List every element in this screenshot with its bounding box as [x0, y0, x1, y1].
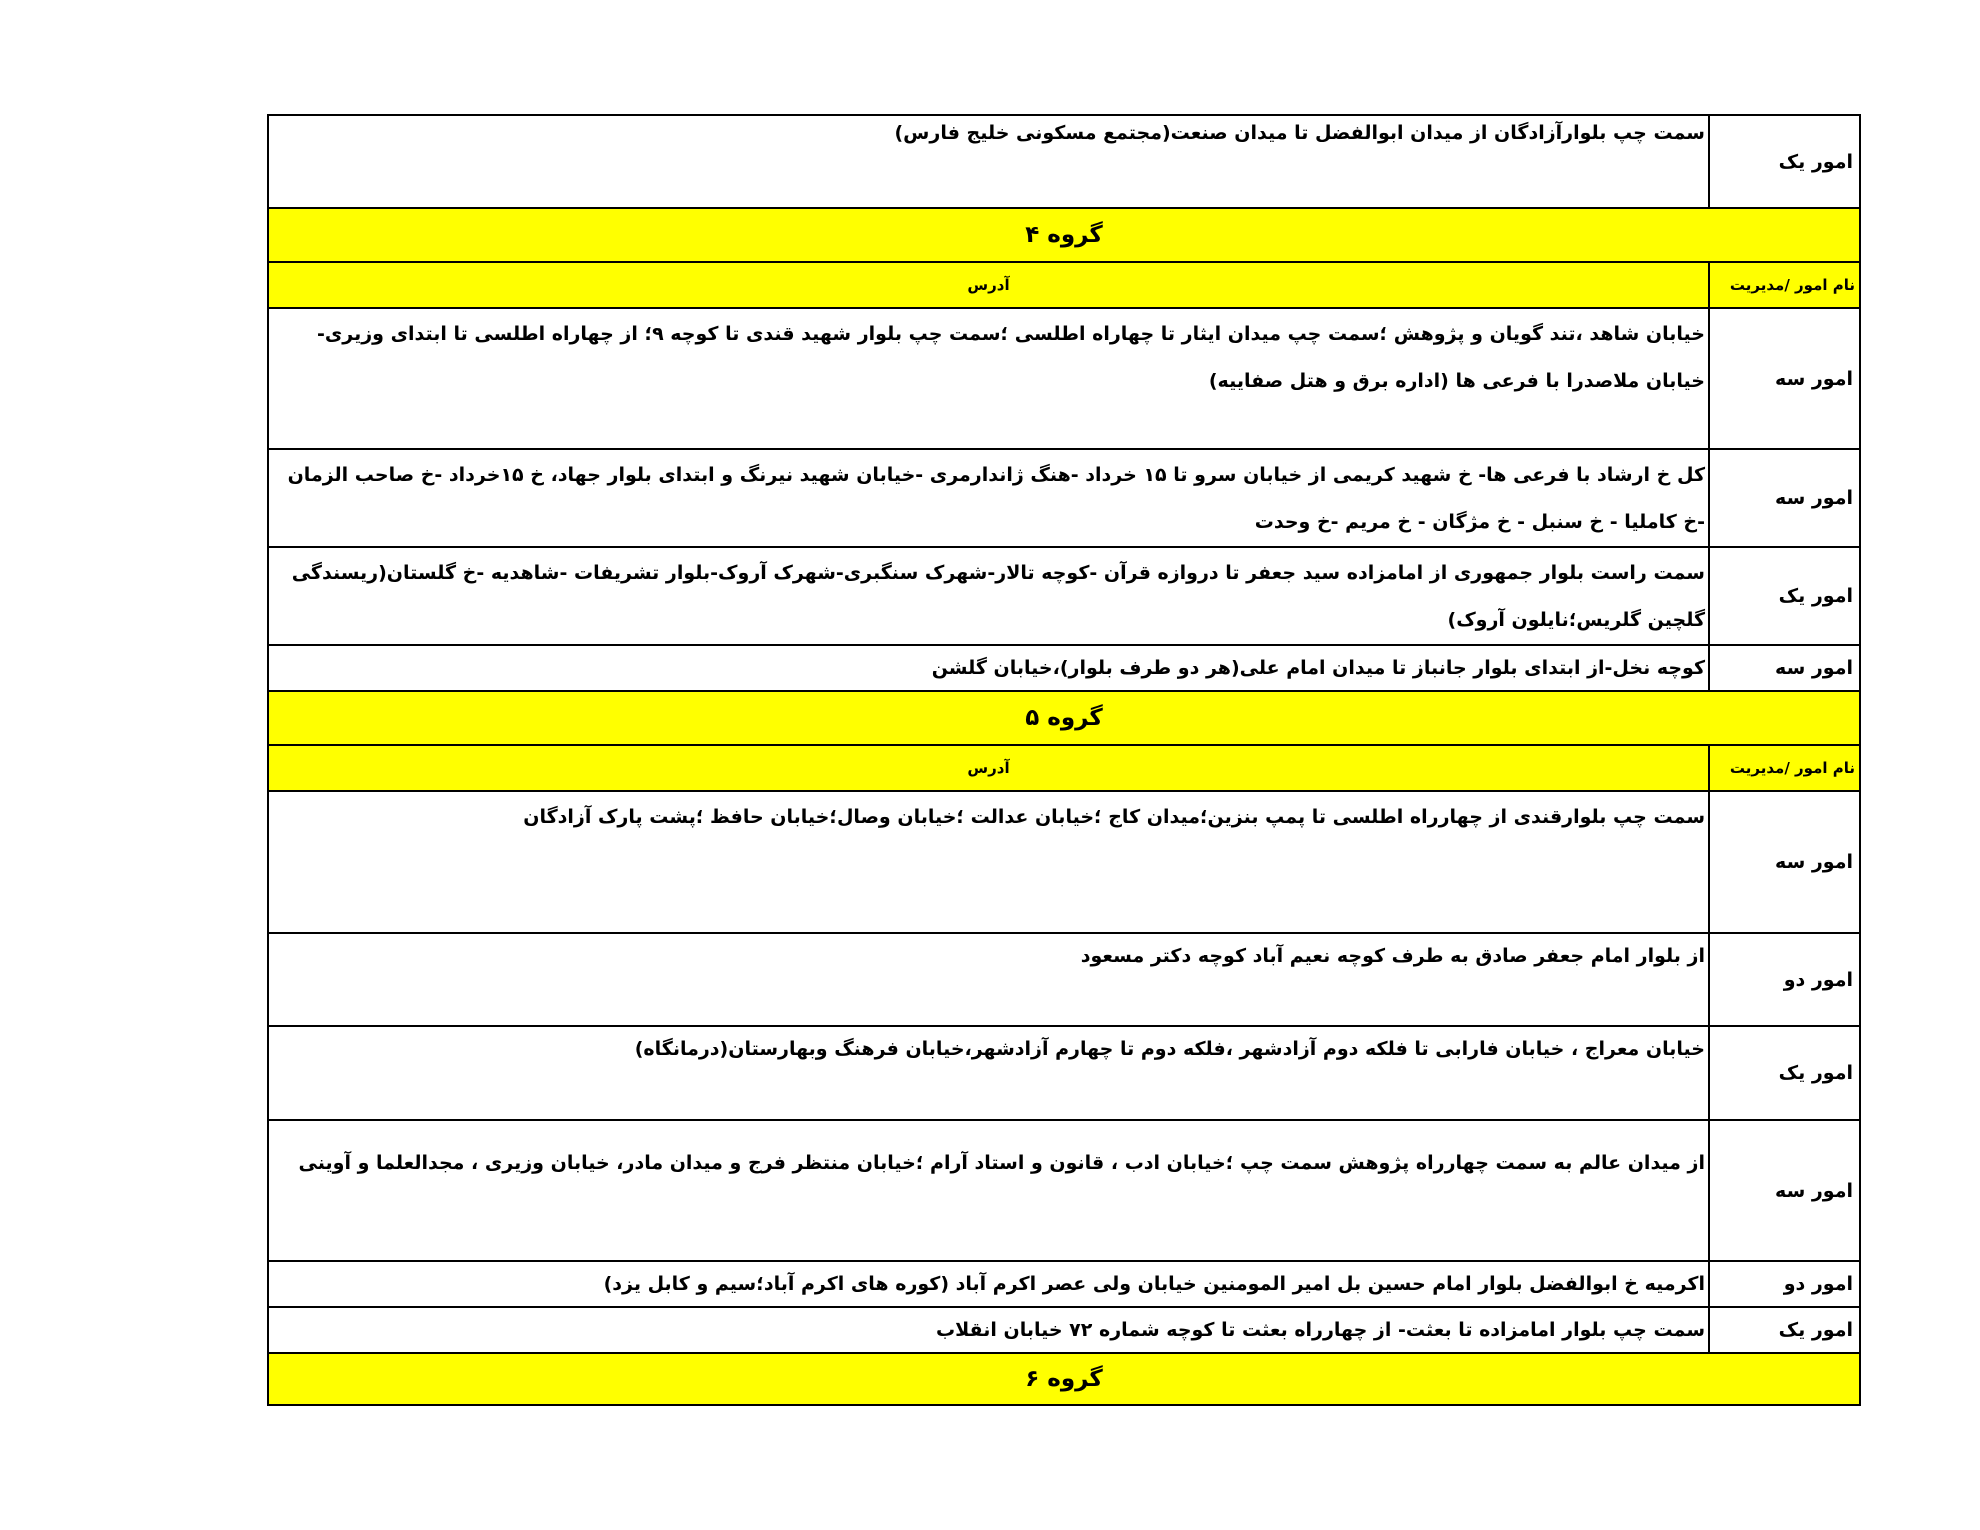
district-name: امور سه: [1709, 645, 1860, 691]
table-row: [268, 791, 1860, 933]
address-text: سمت چپ بلوار امامزاده تا بعثت- از چهارراه بعثت تا کوچه شماره ۷۲ خیابان انقلاب: [268, 1307, 1709, 1353]
district-name: امور سه: [1709, 1120, 1860, 1261]
district-column-header: نام امور /مدیریت: [1709, 745, 1860, 791]
district-name: امور سه: [1709, 308, 1860, 449]
group-heading-row: [268, 208, 1860, 262]
district-name: امور یک: [1709, 1307, 1860, 1353]
district-name: امور دو: [1709, 1261, 1860, 1307]
district-name: امور سه: [1709, 791, 1860, 933]
table-row: [268, 308, 1860, 449]
district-name: امور دو: [1709, 933, 1860, 1026]
table-row: [268, 1307, 1860, 1353]
district-column-header: نام امور /مدیریت: [1709, 262, 1860, 308]
address-column-header: آدرس: [268, 262, 1709, 308]
district-name: امور یک: [1709, 1026, 1860, 1120]
table-row: [268, 449, 1860, 547]
outage-schedule-table: [267, 114, 1861, 1406]
district-name: امور سه: [1709, 449, 1860, 547]
column-header-row: [268, 745, 1860, 791]
district-name: امور یک: [1709, 547, 1860, 645]
column-header-row: [268, 262, 1860, 308]
district-name: امور یک: [1709, 115, 1860, 208]
address-text: سمت راست بلوار جمهوری از امامزاده سید جعفر تا دروازه قرآن -کوچه تالار-شهرک سنگبری-شهرک آروک-بلوار تشریفات -شاهدیه -خ گلستان(ریسندگی گلچین گلریس؛نایلون آروک): [268, 547, 1709, 645]
table-row: [268, 1120, 1860, 1261]
group-title: گروه ۴: [268, 208, 1860, 262]
address-text: کل خ ارشاد با فرعی ها- خ شهید کریمی از خیابان سرو تا ۱۵ خرداد -هنگ ژاندارمری -خیابان شهید نیرنگ و ابتدای بلوار جهاد، خ ۱۵خرداد -خ صاحب الزمان -خ کاملیا - خ سنبل - خ مژگان - خ مریم -خ وحدت: [268, 449, 1709, 547]
address-column-header: آدرس: [268, 745, 1709, 791]
address-text: خیابان شاهد ،تند گویان و پژوهش ؛سمت چپ میدان ایثار تا چهاراه اطلسی ؛سمت چپ بلوار شهید قندی تا کوچه ۹؛ از چهاراه اطلسی تا ابتدای وزیری- خیابان ملاصدرا با فرعی ها (اداره برق و هتل صفاییه): [268, 308, 1709, 449]
table-row: [268, 547, 1860, 645]
address-text: خیابان معراج ، خیابان فارابی تا فلکه دوم آزادشهر ،فلکه دوم تا چهارم آزادشهر،خیابان فرهنگ وبهارستان(درمانگاه): [268, 1026, 1709, 1120]
group-title: گروه ۵: [268, 691, 1860, 745]
group-heading-row: [268, 1353, 1860, 1405]
address-text: اکرمیه خ ابوالفضل بلوار امام حسین بل امیر المومنین خیابان ولی عصر اکرم آباد (کوره های اکرم آباد؛سیم و کابل یزد): [268, 1261, 1709, 1307]
group-title: گروه ۶: [268, 1353, 1860, 1405]
address-text: سمت چپ بلوارقندی از چهارراه اطلسی تا پمپ بنزین؛میدان کاج ؛خیابان عدالت ؛خیابان وصال؛خیابان حافظ ؛پشت پارک آزادگان: [268, 791, 1709, 933]
table-row: [268, 115, 1860, 208]
address-text: از میدان عالم به سمت چهارراه پژوهش سمت چپ ؛خیابان ادب ، قانون و استاد آرام ؛خیابان منتظر فرج و میدان مادر، خیابان وزیری ، مجدالعلما و آوینی: [268, 1120, 1709, 1261]
table-row: [268, 1026, 1860, 1120]
table-row: [268, 933, 1860, 1026]
address-text: سمت چپ بلوارآزادگان از میدان ابوالفضل تا میدان صنعت(مجتمع مسکونی خلیج فارس): [268, 115, 1709, 208]
address-text: از بلوار امام جعفر صادق به طرف کوچه نعیم آباد کوچه دکتر مسعود: [268, 933, 1709, 1026]
address-text: کوچه نخل-از ابتدای بلوار جانباز تا میدان امام علی(هر دو طرف بلوار)،خیابان گلشن: [268, 645, 1709, 691]
group-heading-row: [268, 691, 1860, 745]
table-row: [268, 1261, 1860, 1307]
table-row: [268, 645, 1860, 691]
